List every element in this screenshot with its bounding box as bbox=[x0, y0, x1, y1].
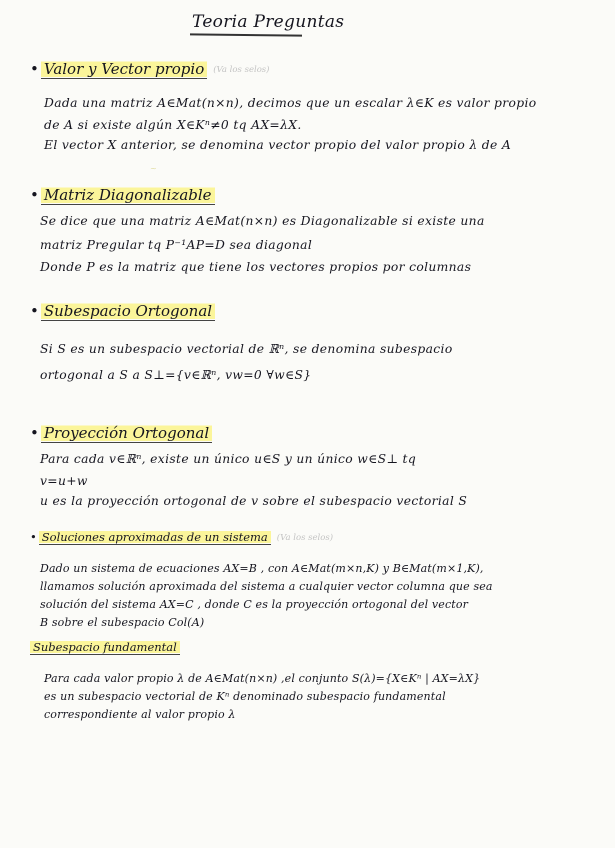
text-line: Para cada valor propio λ de A∈Mat(n×n) ,el conjunto S(λ)={X∈Kⁿ | AX=λX} bbox=[44, 672, 481, 685]
section-heading-subespacio-ortogonal bbox=[30, 302, 215, 320]
heading-text: Soluciones aproximadas de un sistema bbox=[39, 530, 271, 545]
text-line: Si S es un subespacio vectorial de ℝⁿ, se denomina subespacio bbox=[40, 342, 453, 356]
heading-text: Proyección Ortogonal bbox=[41, 424, 212, 443]
text-line: Dado un sistema de ecuaciones AX=B , con A∈Mat(m×n,K) y B∈Mat(m×1,K), bbox=[40, 562, 484, 575]
heading-note: (Va los selos) bbox=[276, 533, 334, 543]
title-underline bbox=[190, 33, 302, 36]
bullet-icon: • bbox=[30, 530, 37, 544]
bullet-icon: • bbox=[30, 60, 39, 78]
margin-mark: ~ bbox=[150, 164, 157, 173]
bullet-icon: • bbox=[30, 424, 39, 442]
text-line: solución del sistema AX=C , donde C es la proyección ortogonal del vector bbox=[40, 598, 469, 611]
text-line: u es la proyección ortogonal de v sobre el subespacio vectorial S bbox=[40, 494, 468, 508]
heading-text: Valor y Vector propio bbox=[41, 60, 207, 79]
text-line: ortogonal a S a S⊥={v∈ℝⁿ, vw=0 ∀w∈S} bbox=[40, 368, 312, 382]
text-line: matriz Pregular tq P⁻¹AP=D sea diagonal bbox=[40, 238, 313, 252]
heading-text: Subespacio fundamental bbox=[30, 640, 180, 655]
text-line: correspondiente al valor propio λ bbox=[44, 708, 236, 721]
heading-note: (Va los selos) bbox=[213, 65, 270, 75]
text-line: Donde P es la matriz que tiene los vectores propios por columnas bbox=[40, 260, 472, 274]
text-line: Se dice que una matriz A∈Mat(n×n) es Diagonalizable si existe una bbox=[40, 214, 485, 228]
text-line: de A si existe algún X∈Kⁿ≠0 tq AX=λX. bbox=[44, 118, 302, 132]
section-heading-valor-vector-propio bbox=[30, 60, 270, 78]
heading-text: Subespacio Ortogonal bbox=[41, 302, 215, 321]
section-heading-proyeccion-ortogonal bbox=[30, 424, 212, 442]
heading-text: Matriz Diagonalizable bbox=[41, 186, 215, 205]
text-line: llamamos solución aproximada del sistema a cualquier vector columna que sea bbox=[40, 580, 493, 593]
section-heading-soluciones-aproximadas bbox=[30, 530, 333, 544]
page-title: Teoria Preguntas bbox=[192, 12, 345, 32]
section-heading-matriz-diagonalizable bbox=[30, 186, 215, 204]
text-line: El vector X anterior, se denomina vector propio del valor propio λ de A bbox=[44, 138, 512, 152]
bullet-icon: • bbox=[30, 302, 39, 320]
text-line: v=u+w bbox=[40, 474, 88, 488]
text-line: B sobre el subespacio Col(A) bbox=[40, 616, 205, 629]
section-heading-subespacio-fundamental bbox=[30, 640, 180, 654]
bullet-icon: • bbox=[30, 186, 39, 204]
text-line: Dada una matriz A∈Mat(n×n), decimos que un escalar λ∈K es valor propio bbox=[44, 96, 537, 110]
text-line: Para cada v∈ℝⁿ, existe un único u∈S y un único w∈S⊥ tq bbox=[40, 452, 417, 466]
text-line: es un subespacio vectorial de Kⁿ denominado subespacio fundamental bbox=[44, 690, 446, 703]
